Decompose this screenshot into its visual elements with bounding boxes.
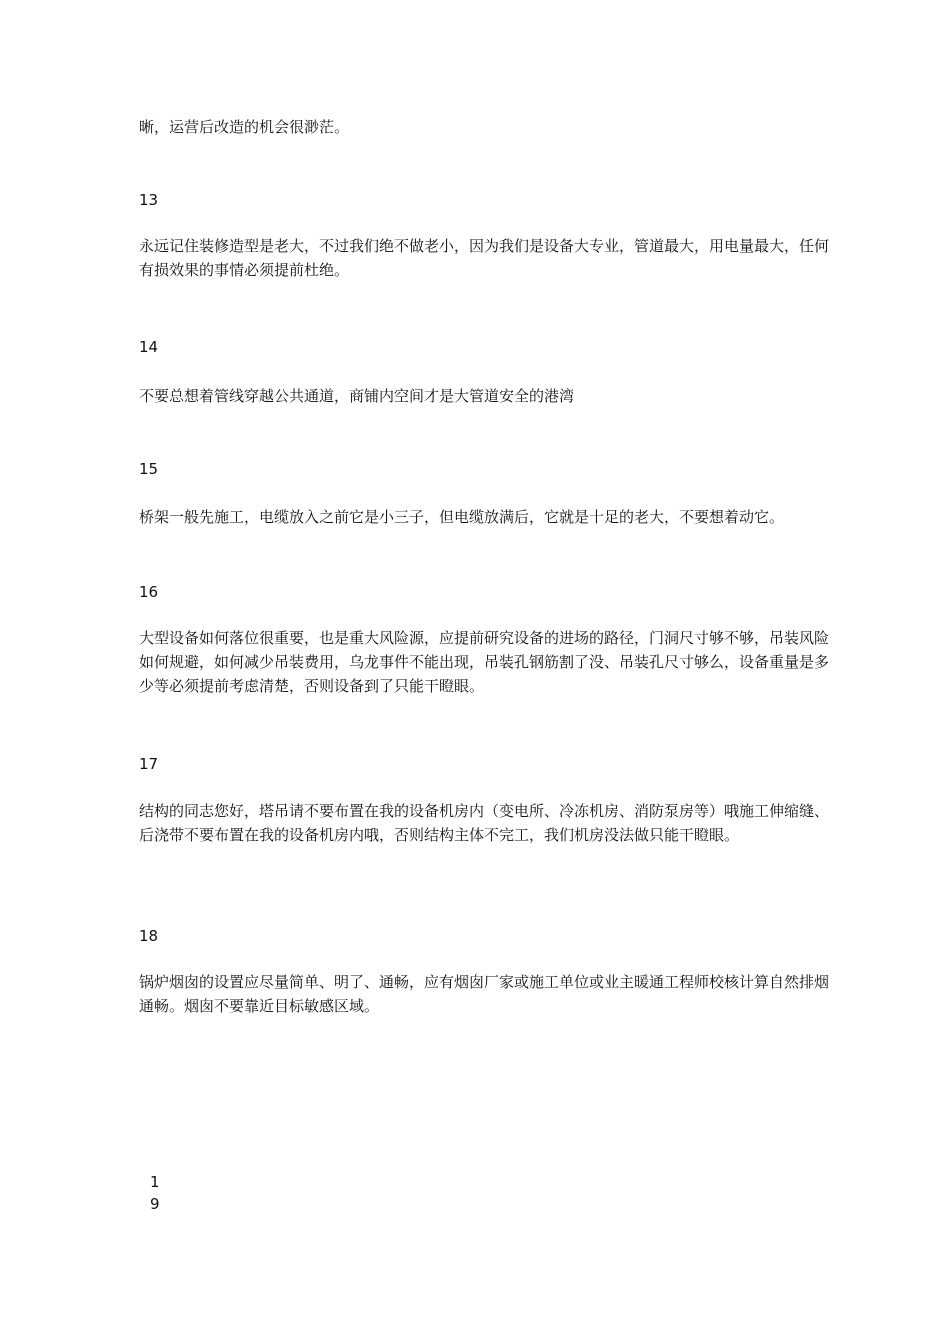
paragraph-fragment: 晰，运营后改造的机会很渺茫。 [139, 118, 350, 136]
item-text-15: 桥架一般先施工，电缆放入之前它是小三子，但电缆放满后，它就是十足的老大，不要想着动它。 [139, 508, 785, 526]
item-number-14: 14 [139, 338, 159, 356]
page-number: 19 [150, 1173, 160, 1213]
item-number-16: 16 [139, 583, 159, 601]
item-number-15: 15 [139, 460, 159, 478]
item-text-14: 不要总想着管线穿越公共通道，商铺内空间才是大管道安全的港湾 [139, 387, 575, 405]
item-text-16: 大型设备如何落位很重要，也是重大风险源，应提前研究设备的进场的路径，门洞尺寸够不够，吊装风险如何规避，如何减少吊装费用，乌龙事件不能出现，吊装孔钢筋割了没、吊装孔尺寸够么，设备重量是多少等必须提前考虑清楚，否则设备到了只能干瞪眼。 [139, 629, 830, 695]
item-text-13: 永远记住装修造型是老大，不过我们绝不做老小，因为我们是设备大专业，管道最大，用电量最大，任何有损效果的事情必须提前杜绝。 [139, 237, 830, 279]
item-number-13: 13 [139, 191, 159, 209]
item-number-18: 18 [139, 927, 159, 945]
item-text-17: 结构的同志您好，塔吊请不要布置在我的设备机房内（变电所、冷冻机房、消防泵房等）哦施工伸缩缝、后浇带不要布置在我的设备机房内哦，否则结构主体不完工，我们机房没法做只能干瞪眼。 [139, 802, 830, 844]
item-number-17: 17 [139, 755, 159, 773]
item-text-18: 锅炉烟囱的设置应尽量简单、明了、通畅，应有烟囱厂家或施工单位或业主暖通工程师校核计算自然排烟通畅。烟囱不要靠近目标敏感区域。 [139, 973, 830, 1015]
